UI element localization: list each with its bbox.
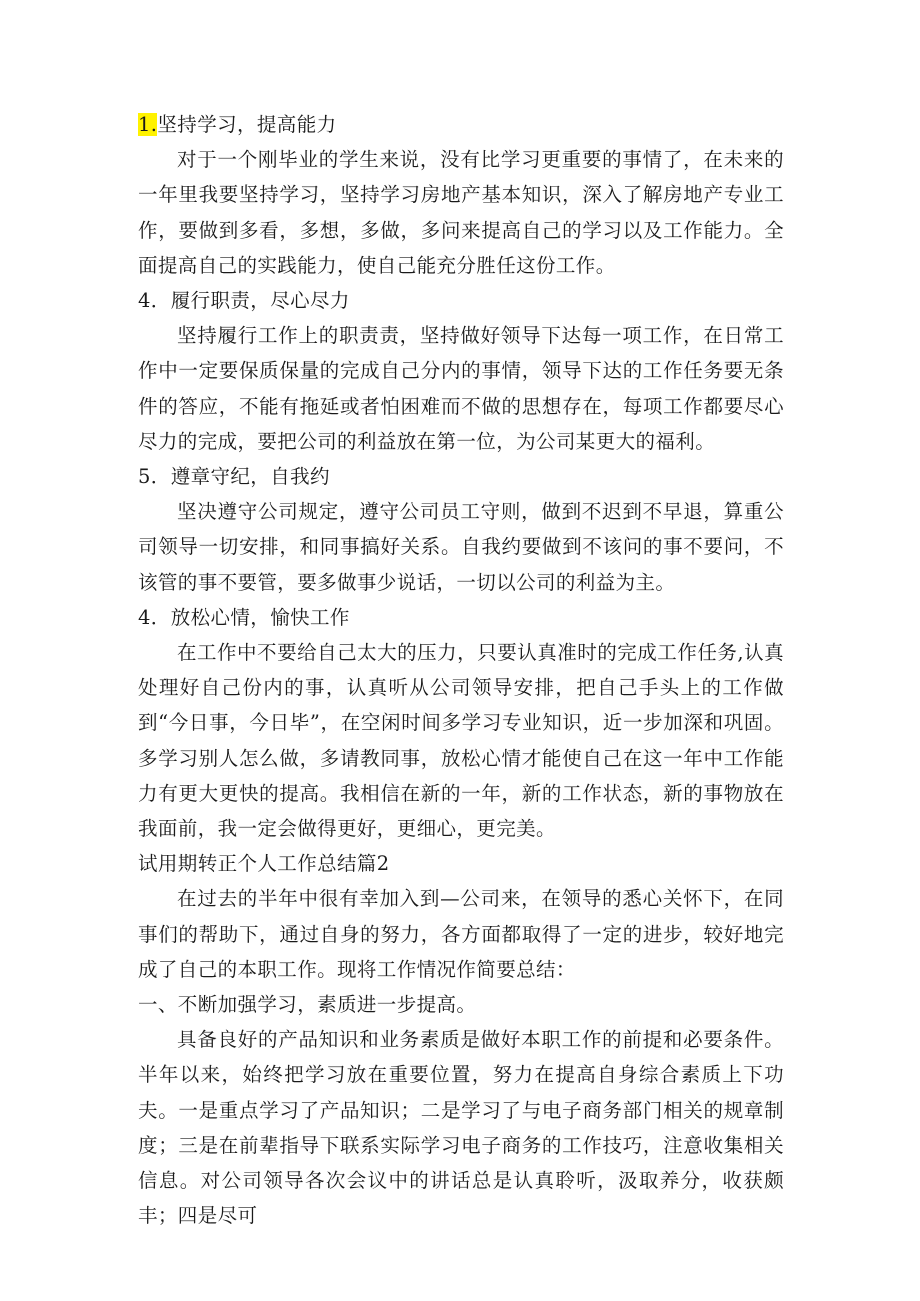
document-body [138,107,784,1234]
paragraph-duty: 坚持履行工作上的职责责，坚持做好领导下达每一项工作，在日常工作中一定要保质保量的完成自己分内的事情，领导下达的工作任务要无条件的答应，不能有拖延或者怕困难而不做的思想存在，每项工作都要尽心尽力的完成，要把公司的利益放在第一位，为公司某更大的福利。 [138,324,784,453]
section-heading-discipline: 5．遵章守纪，自我约 [138,465,330,489]
paragraph-intro: 在过去的半年中很有幸加入到—公司来，在领导的悉心关怀下，在同事们的帮助下，通过自身的努力，各方面都取得了一定的进步，较好地完成了自己的本职工作。现将工作情况作简要总结： [138,887,784,981]
section-heading-duty: 4．履行职责，尽心尽力 [138,289,350,313]
section-heading-summary-2: 试用期转正个人工作总结篇2 [138,852,390,876]
heading-text: 坚持学习，提高能力 [157,113,337,136]
section-heading-study [138,107,784,142]
section-heading-relax: 4．放松心情，愉快工作 [138,605,350,629]
paragraph-relax: 在工作中不要给自己太大的压力，只要认真准时的完成工作任务,认真处理好自己份内的事，认真听从公司领导安排，把自己手头上的工作做到“今日事，今日毕”，在空闲时间多学习专业知识，近一步加深和巩固。多学习别人怎么做，多请教同事，放松心情才能使自己在这一年中工作能力有更大更快的提高。我相信在新的一年，新的工作状态，新的事物放在我面前，我一定会做得更好，更细心，更完美。 [138,641,784,841]
paragraph-discipline: 坚决遵守公司规定，遵守公司员工守则，做到不迟到不早退，算重公司领导一切安排，和同事搞好关系。自我约要做到不该问的事不要问，不该管的事不要管，要多做事少说话，一切以公司的利益为主。 [138,500,784,594]
highlighted-number: 1. [138,113,158,136]
section-heading-learning: 一、不断加强学习，素质进一步提高。 [138,993,477,1017]
paragraph-study: 对于一个刚毕业的学生来说，没有比学习更重要的事情了，在未来的一年里我要坚持学习，坚持学习房地产基本知识，深入了解房地产专业工作，要做到多看，多想，多做，多问来提高自己的学习以及工作能力。全面提高自己的实践能力，使自己能充分胜任这份工作。 [138,148,784,277]
paragraph-learning: 具备良好的产品知识和业务素质是做好本职工作的前提和必要条件。半年以来，始终把学习放在重要位置，努力在提高自身综合素质上下功夫。一是重点学习了产品知识；二是学习了与电子商务部门相关的规章制度；三是在前辈指导下联系实际学习电子商务的工作技巧，注意收集相关信息。对公司领导各次会议中的讲话总是认真聆听，汲取养分，收获颇丰；四是尽可 [138,1028,784,1228]
